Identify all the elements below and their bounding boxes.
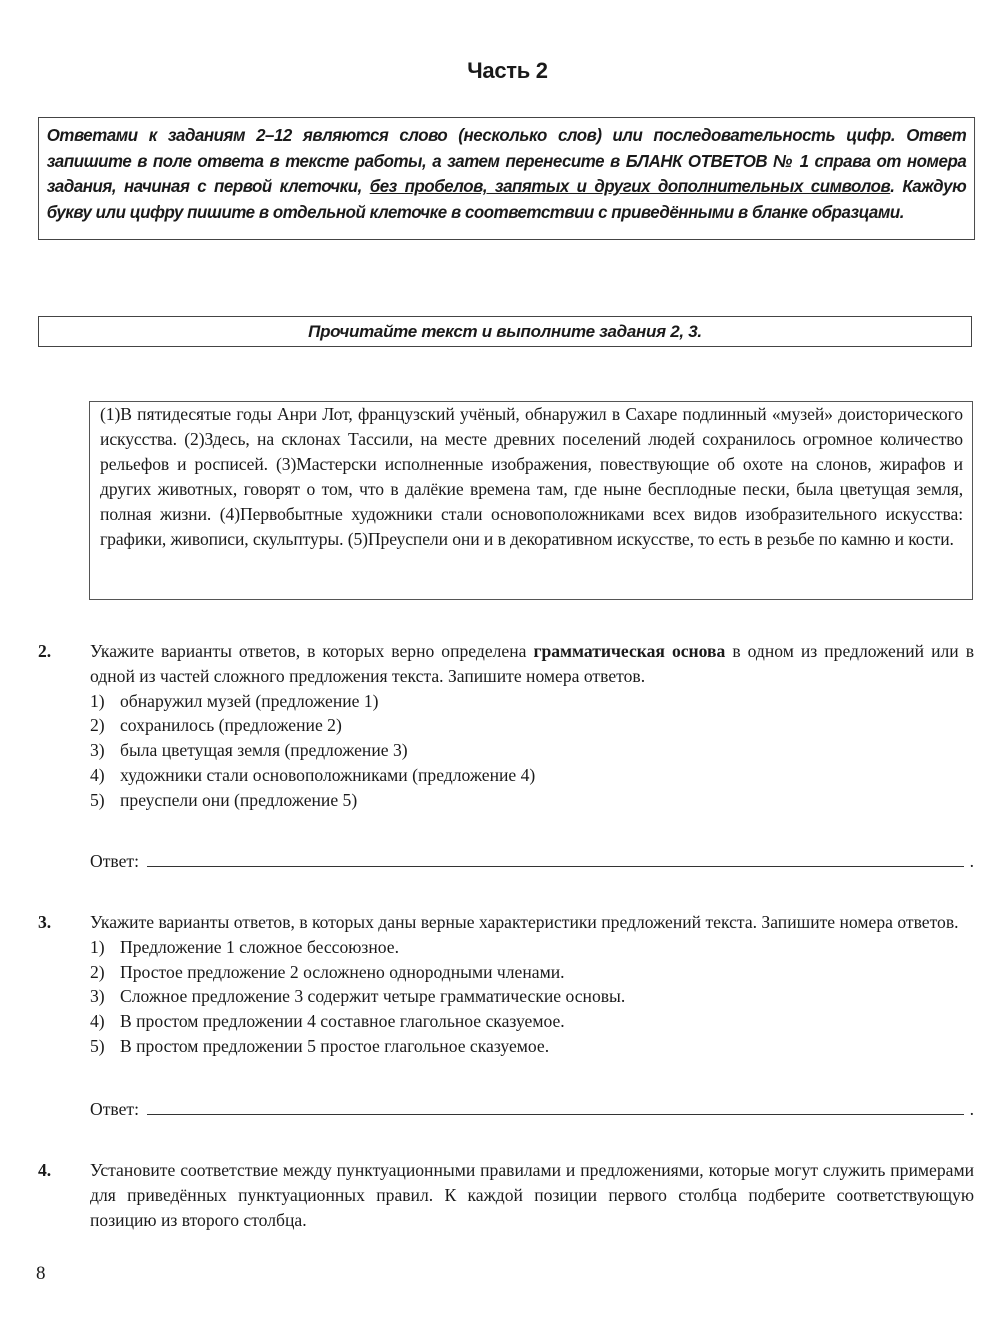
option-number: 1) xyxy=(90,690,105,711)
option-number: 2) xyxy=(90,715,105,736)
task-prompt: Установите соответствие между пунктуационными правилами и предложениями, которые могут служить примерами для приведённых пунктуационных правил. К каждой позиции первого столбца подберите соответствующую позицию из второго столбца. xyxy=(90,1160,974,1230)
prompt-text-end: в одном из предложений или в одной из частей сложного предложения текста. Запишите номера ответов. xyxy=(90,641,975,686)
answer-label: Ответ: xyxy=(90,851,139,871)
option-item xyxy=(90,763,974,788)
option-text: преуспели они (предложение 5) xyxy=(120,789,358,810)
part-title: Часть 2 xyxy=(467,58,548,83)
instructions-text: Ответами к заданиям 2–12 являются слово (несколько слов) или последовательность цифр. Ответ запишите в поле ответа в тексте работы, а затем перенесите в БЛАНК ОТВЕТОВ № 1 справа от номера задания, начиная с первой клеточки, xyxy=(46,125,967,197)
options-list xyxy=(90,935,974,1059)
option-item xyxy=(90,984,974,1009)
task-number: 2. xyxy=(38,641,52,661)
instructions-box xyxy=(38,117,975,240)
answer-line[interactable] xyxy=(147,865,964,867)
answer-line[interactable] xyxy=(147,1113,964,1115)
option-item xyxy=(90,713,974,738)
option-number: 5) xyxy=(90,1035,105,1056)
option-text: Предложение 1 сложное бессоюзное. xyxy=(120,936,399,957)
answer-field-task-2[interactable] xyxy=(90,848,974,872)
option-item xyxy=(90,689,974,714)
option-text: Простое предложение 2 осложнено однородными членами. xyxy=(120,961,565,982)
task-2 xyxy=(38,639,974,813)
option-number: 4) xyxy=(90,1011,105,1032)
task-number: 4. xyxy=(38,1160,52,1180)
option-text: обнаружил музей (предложение 1) xyxy=(120,690,379,711)
option-item xyxy=(90,1034,974,1059)
prompt-bold: грамматическая основа xyxy=(533,641,726,661)
option-number: 3) xyxy=(90,986,105,1007)
option-number: 1) xyxy=(90,936,105,957)
task-prompt xyxy=(90,639,974,689)
option-number: 4) xyxy=(90,764,105,785)
option-item xyxy=(90,788,974,813)
option-text: В простом предложении 5 простое глагольное сказуемое. xyxy=(120,1035,550,1056)
option-number: 3) xyxy=(90,740,105,761)
task-number: 3. xyxy=(38,912,52,932)
page-number: 8 xyxy=(36,1263,46,1284)
option-item xyxy=(90,1009,974,1034)
option-item xyxy=(90,935,974,960)
source-text: (1)В пятидесятые годы Анри Лот, французский учёный, обнаружил в Сахаре подлинный «музей» доисторического искусства. (2)Здесь, на склонах Тассили, на месте древних поселений людей сохранилось огромное количество рельефов и росписей. (3)Мастерски исполненные изображения, повествующие об охоте на слонов, жирафов и других животных, говорят о том, что в далёкие времена там, где ныне бесплодные пески, была цветущая земля, полная жизни. (4)Первобытные художники стали основоположниками всех видов изобразительного искусства: графики, живописи, скульптуры. (5)Преуспели они и в декоративном искусстве, то есть в резьбе по камню и кости. xyxy=(89,401,973,600)
instructions-text-end: . Каждую букву или цифру пишите в отдельной клеточке в соответствии с приведёнными в бланке образцами. xyxy=(46,176,967,222)
options-list xyxy=(90,689,974,813)
option-item xyxy=(90,960,974,985)
option-text: Сложное предложение 3 содержит четыре грамматические основы. xyxy=(120,986,626,1007)
option-number: 2) xyxy=(90,961,105,982)
option-item xyxy=(90,738,974,763)
task-3 xyxy=(38,910,974,1059)
answer-field-task-3[interactable] xyxy=(90,1096,974,1120)
option-text: сохранилось (предложение 2) xyxy=(120,715,342,736)
option-text: художники стали основоположниками (предложение 4) xyxy=(120,764,536,785)
read-prompt: Прочитайте текст и выполните задания 2, 3. xyxy=(38,316,972,347)
answer-end: . xyxy=(969,1099,974,1119)
answer-end: . xyxy=(969,851,974,871)
answer-label: Ответ: xyxy=(90,1099,139,1119)
task-prompt: Укажите варианты ответов, в которых даны верные характеристики предложений текста. Запишите номера ответов. xyxy=(90,912,959,932)
instructions-underlined: без пробелов, запятых и других дополнительных символов xyxy=(369,176,891,197)
option-text: В простом предложении 4 составное глагольное сказуемое. xyxy=(120,1011,565,1032)
option-text: была цветущая земля (предложение 3) xyxy=(120,740,408,761)
option-number: 5) xyxy=(90,789,105,810)
prompt-text: Укажите варианты ответов, в которых верно определена xyxy=(90,641,534,661)
task-4 xyxy=(38,1158,974,1232)
